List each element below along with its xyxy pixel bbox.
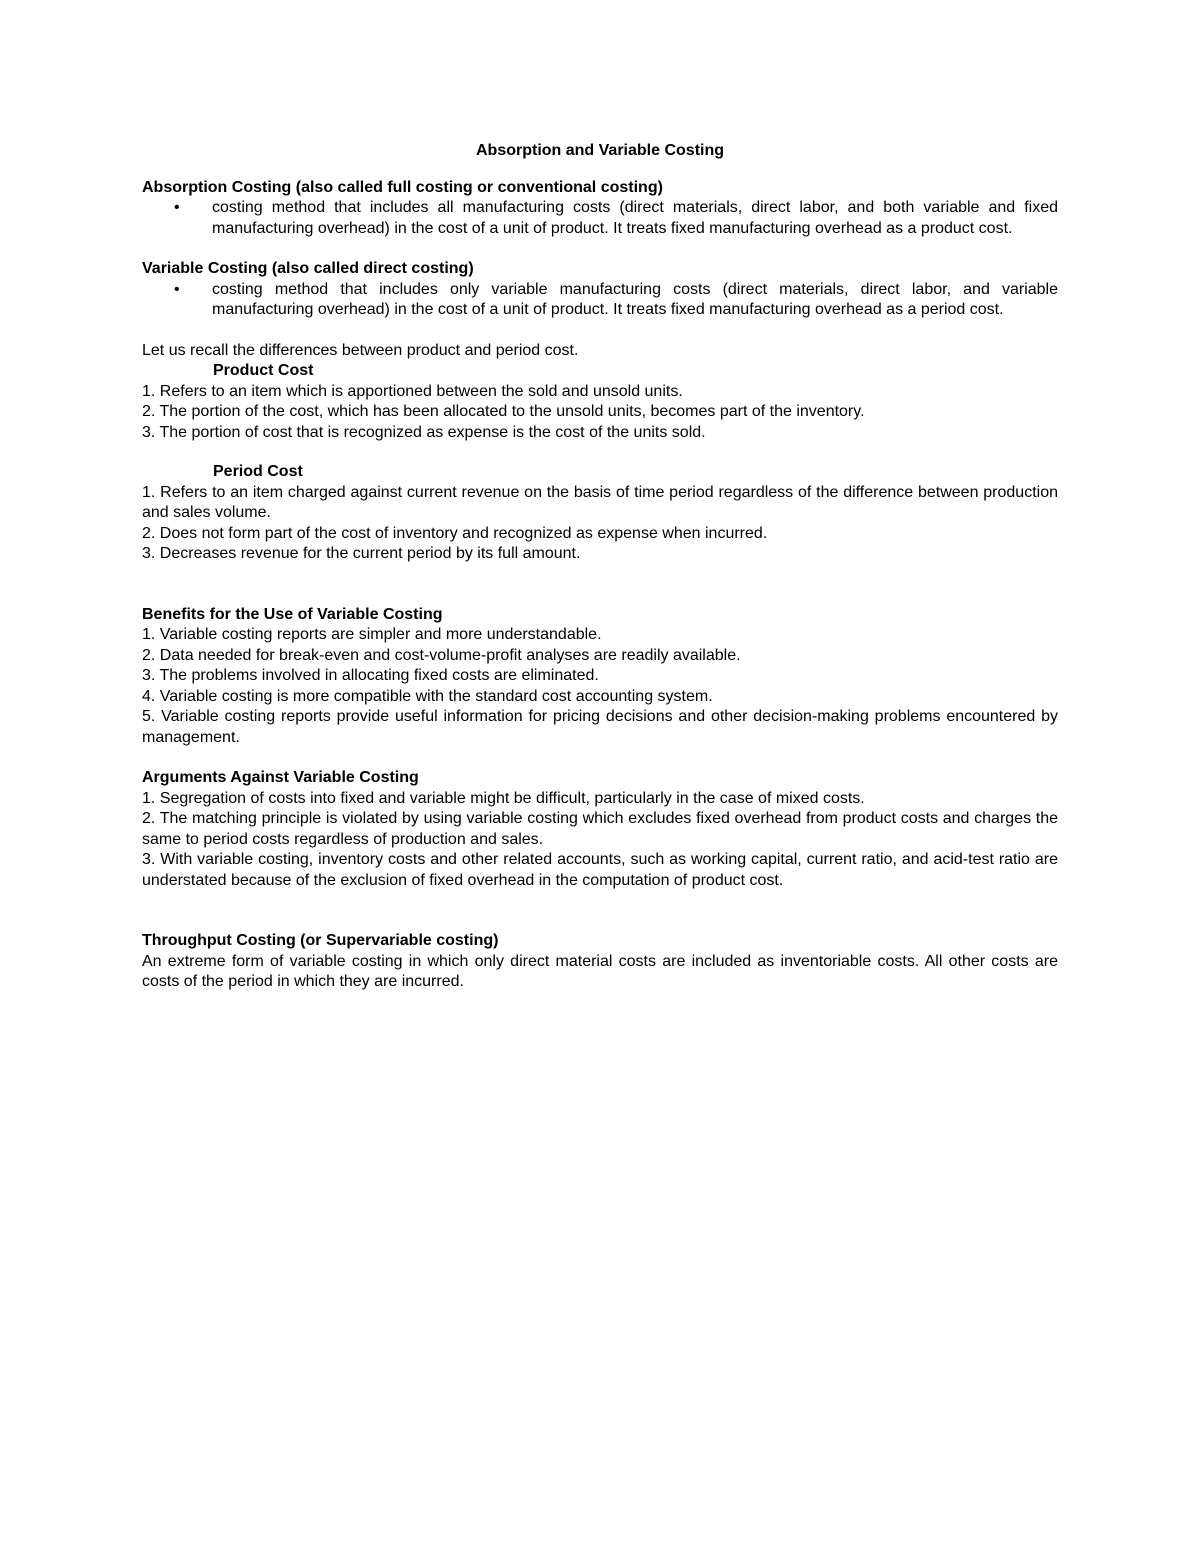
throughput-costing-heading: Throughput Costing (or Supervariable costing): [142, 932, 499, 949]
absorption-costing-heading: Absorption Costing (also called full costing or conventional costing): [142, 178, 663, 196]
list-item: 2. The matching principle is violated by using variable costing which excludes fixed overhead from product costs and charges the same to period costs regardless of production and sales.: [142, 810, 1058, 848]
period-cost-heading: Period Cost: [213, 463, 303, 480]
list-item: 3. With variable costing, inventory costs and other related accounts, such as working capital, current ratio, and acid-test ratio are understated because of the exclusion of fixed overhead in the computation of product cost.: [142, 851, 1058, 889]
list-item: 5. Variable costing reports provide useful information for pricing decisions and other decision-making problems encountered by management.: [142, 708, 1058, 746]
variable-costing-definition: costing method that includes only variable manufacturing costs (direct materials, direct labor, and variable manufacturing overhead) in the cost of a unit of product. It treats fixed manufacturing overhead as a period cost.: [212, 280, 1058, 318]
list-item: 4. Variable costing is more compatible with the standard cost accounting system.: [142, 687, 713, 705]
variable-costing-heading: Variable Costing (also called direct costing): [142, 260, 474, 277]
variable-costing-bullet: [142, 280, 1058, 321]
list-item: 3. The problems involved in allocating fixed costs are eliminated.: [142, 667, 599, 684]
absorption-costing-definition: costing method that includes all manufacturing costs (direct materials, direct labor, and both variable and fixed manufacturing overhead) in the cost of a unit of product. It treats fixed manufacturing overhead as a product cost.: [212, 199, 1058, 237]
list-item: 1. Refers to an item charged against current revenue on the basis of time period regardless of the difference between production and sales volume.: [142, 483, 1058, 521]
document-body: [142, 141, 1058, 993]
list-item: 1. Refers to an item which is apportioned between the sold and unsold units.: [142, 382, 683, 400]
document-title: Absorption and Variable Costing: [475, 142, 725, 159]
absorption-costing-bullet: [142, 198, 1058, 239]
list-item: 2. Does not form part of the cost of inventory and recognized as expense when incurred.: [142, 524, 768, 542]
arguments-heading: Arguments Against Variable Costing: [142, 769, 419, 786]
recall-sentence: Let us recall the differences between product and period cost.: [142, 341, 579, 359]
list-item: 2. The portion of the cost, which has been allocated to the unsold units, becomes part of the inventory.: [142, 403, 865, 420]
list-item: 3. Decreases revenue for the current period by its full amount.: [142, 545, 581, 562]
list-item: 1. Variable costing reports are simpler and more understandable.: [142, 626, 602, 643]
list-item: 2. Data needed for break-even and cost-volume-profit analyses are readily available.: [142, 646, 741, 664]
list-item: 3. The portion of cost that is recognized as expense is the cost of the units sold.: [142, 423, 706, 441]
throughput-costing-body: An extreme form of variable costing in which only direct material costs are included as inventoriable costs. All other costs are costs of the period in which they are incurred.: [142, 952, 1058, 990]
list-item: 1. Segregation of costs into fixed and variable might be difficult, particularly in the case of mixed costs.: [142, 789, 865, 807]
bullet-icon: •: [174, 199, 180, 216]
bullet-icon: •: [174, 280, 180, 298]
benefits-heading: Benefits for the Use of Variable Costing: [142, 605, 443, 623]
product-cost-heading: Product Cost: [213, 362, 314, 379]
